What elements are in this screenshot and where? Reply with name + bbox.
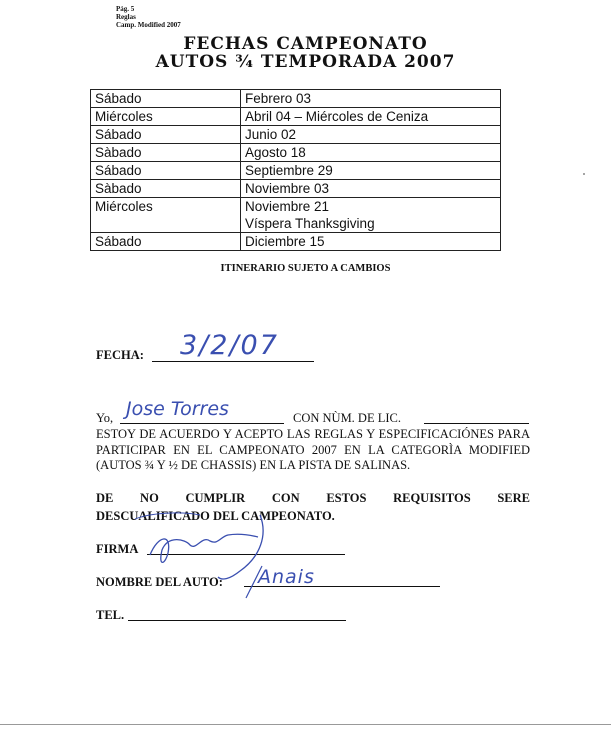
schedule-date-text: Diciembre 15 [245,234,325,249]
schedule-date-text: Febrero 03 [245,91,312,106]
document-title-line2: AUTOS ¾ TEMPORADA 2007 [155,52,456,72]
schedule-date-text: Abril 04 – Miércoles de Ceniza [245,109,429,124]
schedule-day: Sàbado [91,180,241,198]
name-handwritten: Jose Torres [126,398,229,420]
schedule-date-note: Víspera Thanksgiving [245,216,375,231]
schedule-table [90,89,501,251]
fecha-line[interactable] [152,361,314,362]
schedule-day: Miércoles [91,108,241,126]
schedule-row [91,126,501,144]
schedule-date [241,180,501,198]
schedule-date [241,126,501,144]
license-line[interactable] [424,423,529,424]
schedule-date-text: Noviembre 03 [245,181,330,196]
schedule-date [241,144,501,162]
warning-line1: DE NO CUMPLIR CON ESTOS REQUISITOS SERE [96,491,530,505]
license-label: CON NÙM. DE LIC. [293,411,401,425]
schedule-date [241,108,501,126]
schedule-row [91,162,501,180]
schedule-row [91,144,501,162]
scan-speck [583,173,585,175]
schedule-row [91,180,501,198]
handwritten-slash [240,562,270,602]
name-line[interactable] [120,423,284,424]
firma-label: FIRMA [96,542,139,556]
warning-line2: DESCUALIFICADO DEL CAMPEONATO. [96,509,335,523]
car-name-handwritten: Anais [258,566,315,588]
schedule-day: Miércoles [91,198,241,233]
agreement-text: ESTOY DE ACUERDO Y ACEPTO LAS REGLAS Y ESPECIFICACIÓNES PARA PARTICIPAR EN EL CAMPEONATO 2007 EN LA CATEGORÌA MODIFIED (AUTOS ¾ Y ½ DE CHASSIS) EN LA PISTA DE SALINAS. [96,427,530,472]
yo-label: Yo, [96,411,114,425]
schedule-date [241,233,501,251]
schedule-date [241,162,501,180]
fecha-label: FECHA: [96,348,144,362]
scan-edge [0,724,611,725]
tel-line[interactable] [128,620,346,621]
schedule-note: ITINERARIO SUJETO A CAMBIOS [220,263,391,274]
car-name-label: NOMBRE DEL AUTO: [96,575,223,589]
schedule-row [91,198,501,233]
schedule-date-text: Agosto 18 [245,145,306,160]
schedule-day: Sábado [91,126,241,144]
schedule-row [91,90,501,108]
schedule-row [91,108,501,126]
schedule-date [241,198,501,233]
page-header [116,5,181,29]
schedule-day: Sábado [91,90,241,108]
schedule-day: Sábado [91,162,241,180]
fecha-handwritten: 3/2/07 [180,330,279,361]
schedule-date [241,90,501,108]
schedule-date-text: Noviembre 21 [245,199,330,214]
schedule-date-text: Junio 02 [245,127,297,142]
schedule-row [91,233,501,251]
schedule-date-text: Septiembre 29 [245,163,333,178]
rules-label: Reglas [116,13,136,21]
tel-label: TEL. [96,608,125,622]
page-number: Pág. 5 [116,5,135,13]
schedule-day: Sàbado [91,144,241,162]
document-title-line1: FECHAS CAMPEONATO [183,34,428,54]
schedule-day: Sábado [91,233,241,251]
series-label: Camp. Modified 2007 [116,21,181,29]
